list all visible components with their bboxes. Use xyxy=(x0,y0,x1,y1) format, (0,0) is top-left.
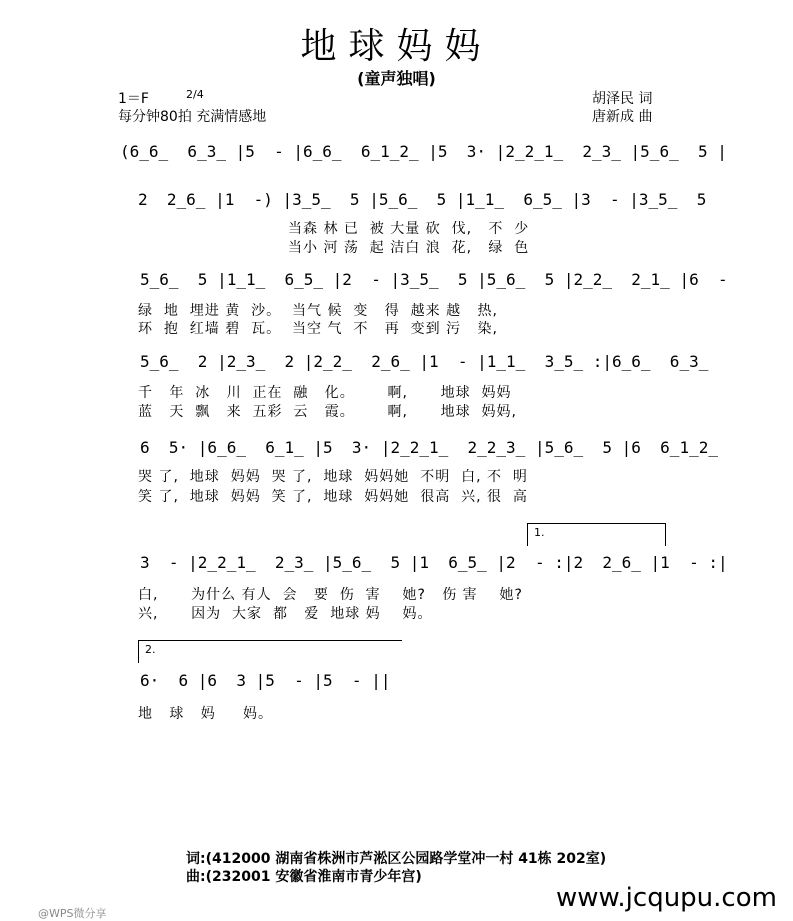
lyric-line-6a: 白, 为什么 有人 会 要 伤 害 她? 伤 害 她? xyxy=(138,587,523,603)
second-ending-label: 2. xyxy=(145,643,156,656)
score-line-1: (6̲6̲ 6̲3̲ |5 - |6̲6̲ 6̲1̲2̲ |5 3· |2̲2̲1̲ 2̲3̲ |5̲6̲ 5 | xyxy=(120,142,727,161)
score-line-6: 3 - |2̲2̲1̲ 2̲3̲ |5̲6̲ 5 |1 6̲5̲ |2 - :|2 2̲6̲ |1 - :| xyxy=(140,553,728,572)
lyric-line-6b: 兴, 因为 大家 都 爱 地球 妈 妈。 xyxy=(138,606,433,622)
lyric-line-2a: 当森 林 已 被 大量 砍 伐, 不 少 xyxy=(288,221,530,237)
site-watermark: www.jcqupu.com xyxy=(556,883,777,913)
lyric-line-7: 地 球 妈 妈。 xyxy=(138,706,273,722)
second-ending-bracket xyxy=(138,640,402,663)
lyric-line-4a: 千 年 冰 川 正在 融 化。 啊, 地球 妈妈 xyxy=(138,385,512,401)
key-signature: 1＝F xyxy=(118,91,149,107)
page-subtitle: (童声独唱) xyxy=(357,69,436,88)
lyric-line-3b: 环 抱 红墙 碧 瓦。 当空 气 不 再 变到 污 染, xyxy=(138,321,498,337)
lyric-line-5b: 笑 了, 地球 妈妈 笑 了, 地球 妈妈她 很高 兴, 很 高 xyxy=(138,489,528,505)
time-signature: 2/4 xyxy=(186,88,204,101)
lyricist-credit: 胡泽民 词 xyxy=(592,91,653,107)
tempo-marking: 每分钟80拍 充满情感地 xyxy=(118,109,267,125)
lyric-line-5a: 哭 了, 地球 妈妈 哭 了, 地球 妈妈她 不明 白, 不 明 xyxy=(138,469,528,485)
score-line-5: 6 5· |6̲6̲ 6̲1̲ |5 3· |2̲2̲1̲ 2̲2̲3̲ |5̲6̲ 5 |6 6̲1̲2̲ xyxy=(140,438,718,457)
lyric-line-3a: 绿 地 埋进 黄 沙。 当气 候 变 得 越来 越 热, xyxy=(138,303,498,319)
wps-watermark: @WPS微分享 xyxy=(38,907,107,920)
first-ending-bracket xyxy=(527,523,666,546)
page-title: 地球妈妈 xyxy=(300,26,493,67)
lyric-line-2b: 当小 河 荡 起 洁白 浪 花, 绿 色 xyxy=(288,240,530,256)
composer-credit: 唐新成 曲 xyxy=(592,109,653,125)
composer-address: 曲:(232001 安徽省淮南市青少年宫) xyxy=(186,869,422,885)
score-line-7: 6· 6 |6 3 |5 - |5 - || xyxy=(140,671,391,690)
lyricist-address: 词:(412000 湖南省株洲市芦淞区公园路学堂冲一村 41栋 202室) xyxy=(186,851,607,867)
lyric-line-4b: 蓝 天 飘 来 五彩 云 霞。 啊, 地球 妈妈, xyxy=(138,404,517,420)
score-line-4: 5̲6̲ 2 |2̲3̲ 2 |2̲2̲ 2̲6̲ |1 - |1̲1̲ 3̲5̲ :|6̲6̲ 6̲3̲ xyxy=(140,352,709,371)
score-line-3: 5̲6̲ 5 |1̲1̲ 6̲5̲ |2 - |3̲5̲ 5 |5̲6̲ 5 |2̲2̲ 2̲1̲ |6 - xyxy=(140,270,728,289)
first-ending-label: 1. xyxy=(534,526,545,539)
score-line-2: 2 2̲6̲ |1 -) |3̲5̲ 5 |5̲6̲ 5 |1̲1̲ 6̲5̲ |3 - |3̲5̲ 5 xyxy=(138,190,707,209)
